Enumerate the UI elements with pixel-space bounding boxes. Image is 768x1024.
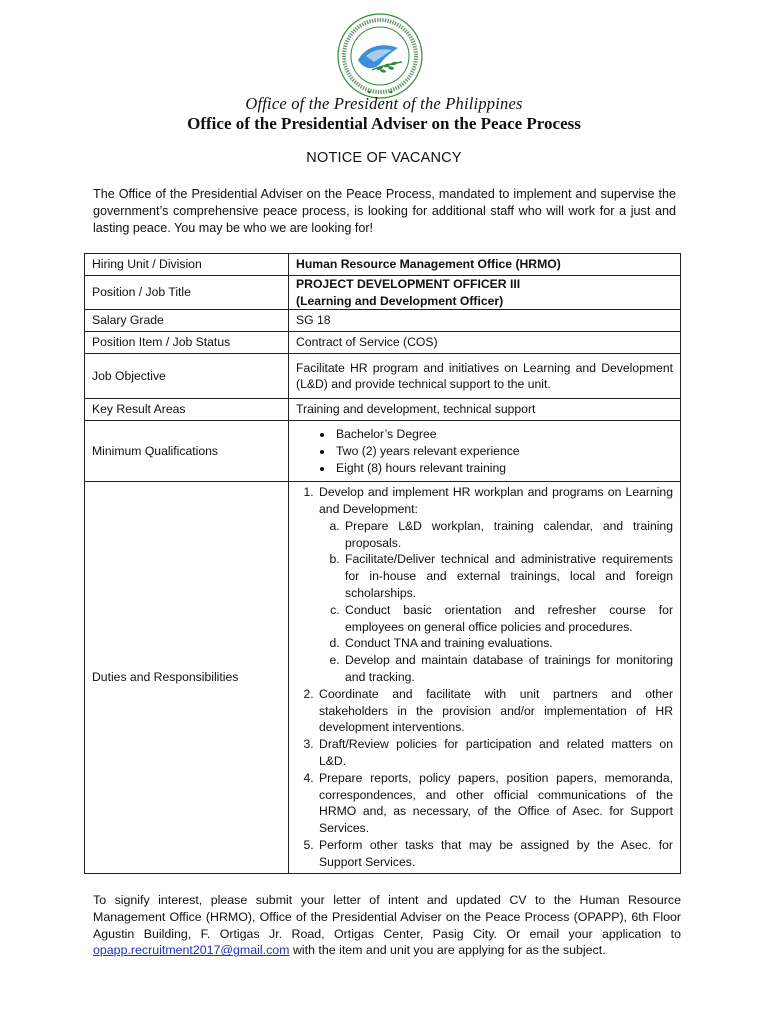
job-objective-label: Job Objective <box>85 354 289 399</box>
list-item: 2. Coordinate and facilitate with unit partners and other stakeholders in the provision and/or implementation of HR development interventions. <box>317 686 673 736</box>
list-item: • Two (2) years relevant experience <box>334 443 673 460</box>
list-item: • Eight (8) hours relevant training <box>334 460 673 477</box>
table-row-duties <box>85 482 681 873</box>
list-item: b. Facilitate/Deliver technical and administrative requirements for in-house and external trainings, local and foreign scholarships. <box>343 551 673 601</box>
duties-list <box>296 484 673 870</box>
table-row-min-qualifications <box>85 421 681 482</box>
min-qualifications-value <box>289 421 681 482</box>
min-qualifications-label: Minimum Qualifications <box>85 421 289 482</box>
salary-grade-value: SG 18 <box>289 310 681 332</box>
table-row-position <box>85 276 681 310</box>
hiring-unit-label: Hiring Unit / Division <box>85 254 289 276</box>
position-title: PROJECT DEVELOPMENT OFFICER III <box>296 277 521 291</box>
table-row-job-objective <box>85 354 681 399</box>
job-objective-value: Facilitate HR program and initiatives on Learning and Development (L&D) and provide technical support to the unit. <box>289 354 681 399</box>
duty-text: Develop and implement HR workplan and programs on Learning and Development: <box>319 485 673 516</box>
hiring-unit-value: Human Resource Management Office (HRMO) <box>289 254 681 276</box>
list-item: c. Conduct basic orientation and refresher course for employees on general office policies and procedures. <box>343 602 673 636</box>
duties-value <box>289 482 681 873</box>
opapp-seal-logo <box>336 12 424 100</box>
instructions-text-after: with the item and unit you are applying for as the subject. <box>292 943 606 958</box>
list-item: • Bachelor’s Degree <box>334 426 673 443</box>
position-item-value: Contract of Service (COS) <box>289 332 681 354</box>
table-row-position-item <box>85 332 681 354</box>
list-item: d. Conduct TNA and training evaluations. <box>343 635 673 652</box>
notice-title: NOTICE OF VACANCY <box>306 150 462 166</box>
position-item-label: Position Item / Job Status <box>85 332 289 354</box>
list-item: 4. Prepare reports, policy papers, position papers, memoranda, correspondences, and other official communications of the HRMO and, as necessary, of the Office of Asec. for Support Services. <box>317 770 673 837</box>
list-item: a. Prepare L&D workplan, training calendar, and training proposals. <box>343 518 673 552</box>
list-item: e. Develop and maintain database of trainings for monitoring and tracking. <box>343 652 673 686</box>
position-label: Position / Job Title <box>85 276 289 310</box>
position-value <box>289 276 681 310</box>
vacancy-details-table <box>84 253 681 874</box>
key-result-areas-value: Training and development, technical support <box>289 399 681 421</box>
table-row-key-result-areas <box>85 399 681 421</box>
email-link[interactable]: opapp.recruitment2017@gmail.com <box>93 943 290 958</box>
instructions-text: To signify interest, please submit your letter of intent and updated CV to the Human Resource Management Office (HRMO), Office of the Presidential Adviser on the Peace Process (OPAPP), 6th Floor Agustin Building, F. Ortigas Jr. Road, Ortigas Center, Pasig City. Or email your application to <box>93 893 681 941</box>
list-item: 3. Draft/Review policies for participation and related matters on L&D. <box>317 736 673 770</box>
position-subtitle: (Learning and Development Officer) <box>296 293 504 308</box>
qualifications-list <box>296 426 673 477</box>
duties-sublist <box>319 518 673 686</box>
list-item: 5. Perform other tasks that may be assigned by the Asec. for Support Services. <box>317 837 673 871</box>
intro-paragraph: The Office of the Presidential Adviser on the Peace Process, mandated to implement and supervise the government’s comprehensive peace process, is looking for additional staff who will work for a just and lasting peace. You may be who we are looking for! <box>93 187 676 235</box>
opapp-heading: Office of the Presidential Adviser on the Peace Process <box>187 114 581 133</box>
application-instructions <box>93 892 681 959</box>
table-row-salary-grade <box>85 310 681 332</box>
table-row-hiring-unit <box>85 254 681 276</box>
duties-label: Duties and Responsibilities <box>85 482 289 873</box>
salary-grade-label: Salary Grade <box>85 310 289 332</box>
list-item <box>317 484 673 686</box>
office-of-the-president-heading: Office of the President of the Philippines <box>245 94 523 113</box>
key-result-areas-label: Key Result Areas <box>85 399 289 421</box>
